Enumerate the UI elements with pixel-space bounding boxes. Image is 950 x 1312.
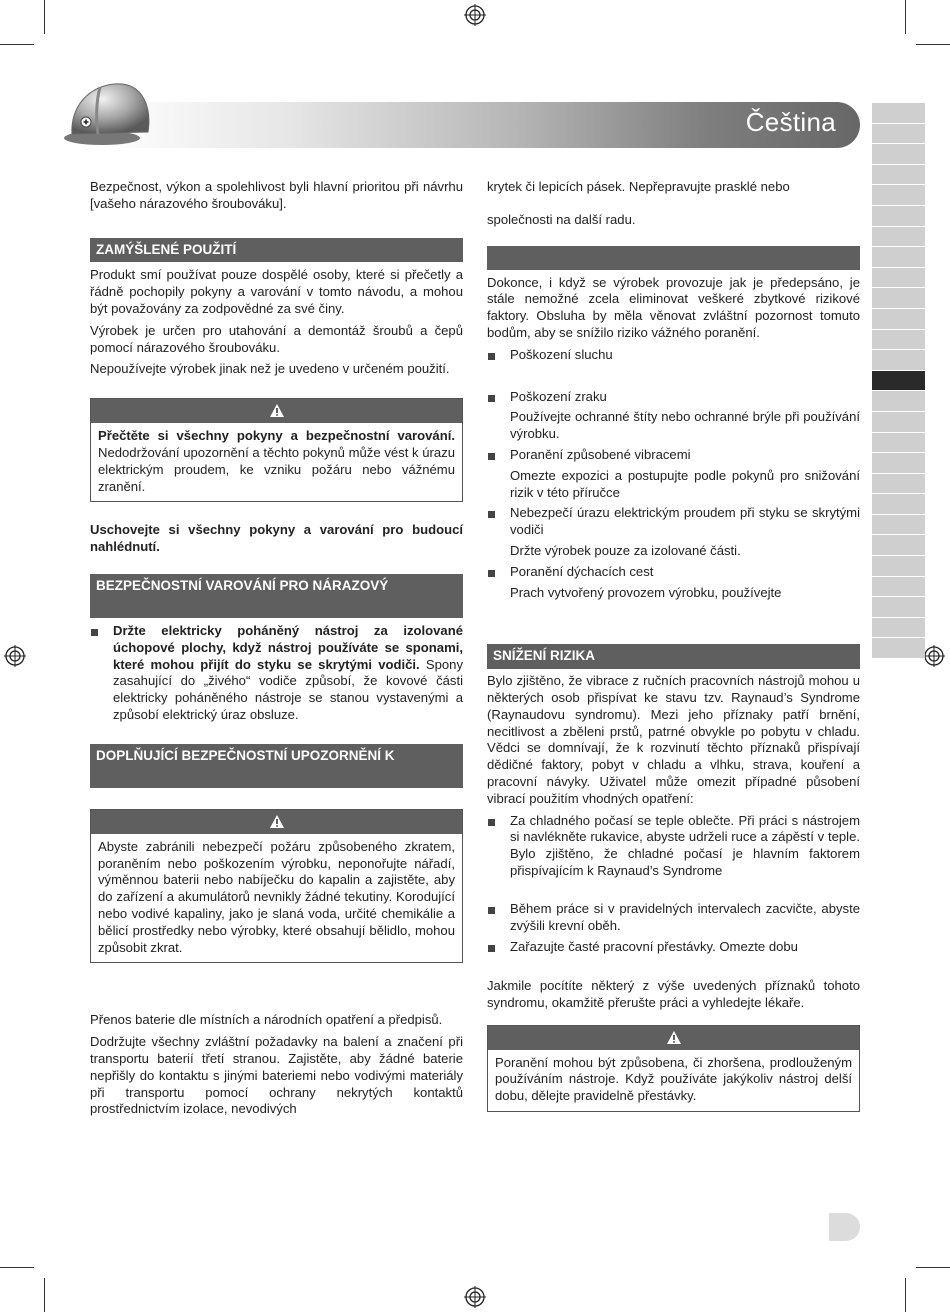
language-tab [872,309,925,330]
language-tab [872,268,925,289]
warning-triangle-icon [269,814,285,829]
warning-box [90,809,463,964]
registration-mark-icon [923,645,945,667]
crop-mark [44,0,45,34]
crop-mark [0,1267,34,1268]
crop-mark [905,1278,906,1312]
continued-text-2: společnosti na další radu. [487,211,636,227]
continued-text-1: krytek či lepicích pásek. Nepřepravujte prasklé nebo [487,179,790,194]
intro-paragraph: Bezpečnost, výkon a spolehlivost byli hlavní prioritou při návrhu [vašeho nárazového šroubováku]. [90,179,463,211]
reduction-item: Během práce si v pravidelných intervalech zacvičte, abyste zvýšili krevní oběh. [487,901,860,935]
safety-helmet-icon [60,72,160,154]
registration-mark-icon [464,4,486,26]
risk-item-text: Prach vytvořený provozem výrobku, používejte [510,584,782,600]
language-tab [872,103,925,124]
language-tab [872,330,925,351]
warning-box [487,1025,860,1112]
crop-mark [916,1267,950,1268]
residual-risks-paragraph: Dokonce, i když se výrobek provozuje jak je předepsáno, je stále nemožné zcela eliminovat veškeré zbytkové rizikové faktory. Obsluha by měla věnovat zvláštní pozornost tomuto bodům, aby se snížilo riziko vážného poranění. [487,274,860,340]
section-heading-risk-reduction: SNÍŽENÍ RIZIKA [487,644,860,669]
intended-use-p2: Výrobek je určen pro utahování a demontáž šroubů a čepů pomocí nárazového šroubováku. [90,322,463,355]
language-tab [872,412,925,433]
section-heading-intended-use: ZAMÝŠLENÉ POUŽITÍ [90,238,463,263]
risk-item-text: Používejte ochranné štíty nebo ochranné brýle při používání výrobku. [510,409,860,442]
language-tab [872,597,925,618]
left-column [90,179,463,1118]
risk-item: Poškození sluchu [487,347,860,364]
section-tabs [872,103,925,659]
language-tab [872,144,925,165]
language-tab [872,165,925,186]
impact-bullet-bold: Držte elektricky poháněný nástroj za izolované úchopové plochy, když nástroj používáte se sponami, které mohou přijít do styku se skrytými vodiči. [113,622,463,672]
language-tab [872,577,925,598]
language-tab [872,247,925,268]
warning-text: Abyste zabránili nebezpečí požáru způsobeného zkratem, poraněním nebo poškozením výrobku, neponořujte nářadí, výměnnou baterii nebo nabíječku do kapalin a zajistěte, aby do zařízení a akumulátorů nevnikly žádné tekutiny. Korodující nebo vodivé kapaliny, jako je slaná voda, určité chemikálie a bělicí prostředky nebo výrobky, které obsahují bělidlo, mohou způsobit zkrat. [98,838,455,955]
language-tab [872,124,925,145]
language-tab [872,433,925,454]
risk-item-text: Omezte expozici a postupujte podle pokynů pro snižování rizik v této příručce [510,467,860,500]
language-tab [872,453,925,474]
warning-triangle-icon [666,1030,682,1045]
warning-bold-text: Přečtěte si všechny pokyny a bezpečnostní varování. [98,428,455,444]
intended-use-p1: Produkt smí používat pouze dospělé osoby, které si přečetly a řádně pochopily pokyny a varování v tomto návodu, a mohou být považovány za zodpovědné za své činy. [90,267,463,316]
registration-mark-icon [464,1286,486,1308]
risk-item-text: Držte výrobek pouze za izolované části. [510,542,741,558]
language-tab [872,206,925,227]
symptoms-note: Jakmile pocítíte některý z výše uvedených příznaků tohoto syndromu, okamžitě přerušte práci a vyhledejte lékaře. [487,978,860,1010]
risk-reduction-paragraph: Bylo zjištěno, že vibrace z ručních pracovních nástrojů mohou u některých osob přispívat ke stavu tzv. Raynaud’s Syndrome (Raynaudovu syndromu). Mezi jeho příznaky patří brnění, necitlivost a zběleni prstů, patrné obvykle po pobytu v chladu. Vědci se domnívají, že k rozvinutí těchto příznaků přispívají dědičné faktory, pobyt v chladu a vlhku, strava, kouření a pracovní návyky. Uživatel může omezit případné působení vibrací použitím vhodných opatření: [487,673,860,806]
right-column [487,179,860,1112]
crop-mark [905,0,906,34]
warning-triangle-icon [269,403,285,418]
reduction-item: Za chladného počasí se teple oblečte. Při práci s nástrojem si navlékněte rukavice, abyste udrželi ruce a zápěstí v teple. Bylo zjištěno, že chladné počasí je hlavním faktorem přispívajícím k Raynaud’s Syndrome [487,813,860,880]
risk-item: Poranění dýchacích cest [487,564,860,581]
crop-mark [0,44,34,45]
language-tab [872,638,925,659]
transport-p1: Přenos baterie dle místních a národních opatření a předpisů. [90,1012,443,1028]
risk-item: Poranění způsobené vibracemi [487,447,860,464]
transport-p2: Dodržujte všechny zvláštní požadavky na balení a značení při transportu baterií třetí stranou. Zajistěte, aby žádné baterie nepřišly do kontaktu s jinými bateriemi nebo vodivými materiály při transportu pomocí ochrany nekrytých kontaktů prostřednictvím izolace, nevodivých [90,1034,463,1117]
crop-mark [916,44,950,45]
warning-header [91,810,462,834]
language-tab [872,515,925,536]
warning-text: Nedodržování upozornění a těchto pokynů může vést k úrazu elektrickým proudem, ke vzniku požáru nebo vážnému zranění. [98,444,455,494]
language-tab [872,350,925,371]
risk-item: Nebezpečí úrazu elektrickým proudem při styku se skrytými vodiči [487,505,860,539]
language-tab [872,474,925,495]
warning-header [91,399,462,423]
language-tab [872,227,925,248]
registration-mark-icon [4,645,26,667]
language-tab [872,371,925,392]
impact-bullet-text: Spony zasahující do „živého“ vodiče způsobí, že kovové části elektricky poháněného nástroje se stanou vystavenými a způsobí elektrický úraz obsluze. [113,656,464,722]
language-tab [872,391,925,412]
risk-item: Poškození zraku [487,389,860,406]
section-heading-impact-warnings: BEZPEČNOSTNÍ VAROVÁNÍ PRO NÁRAZOVÝ [90,574,463,618]
reduction-item: Zařazujte časté pracovní přestávky. Omezte dobu [487,939,860,956]
language-tab [872,535,925,556]
keep-instructions-note: Uschovejte si všechny pokyny a varování pro budoucí nahlédnutí. [90,522,463,555]
language-tab [872,556,925,577]
language-tab [872,618,925,639]
language-tab [872,288,925,309]
page-title: Čeština [745,107,836,137]
language-tab [872,185,925,206]
language-tab [872,494,925,515]
warning-text: Poranění mohou být způsobena, či zhoršena, prodlouženým používáním nástroje. Když používáte jakýkoliv nástroj delší dobu, dělejte pravidelně přestávky. [495,1054,852,1104]
warning-box [90,398,463,502]
risk-list [487,347,860,602]
page-number-tab [829,1213,860,1241]
impact-bullet [90,623,463,724]
intended-use-p3: Nepoužívejte výrobek jinak než je uvedeno v určeném použití. [90,361,450,377]
crop-mark [44,1278,45,1312]
section-heading-residual-risks [487,246,860,270]
warning-header [488,1026,859,1050]
section-heading-additional-warnings: DOPLŇUJÍCÍ BEZPEČNOSTNÍ UPOZORNĚNÍ K [90,744,463,788]
